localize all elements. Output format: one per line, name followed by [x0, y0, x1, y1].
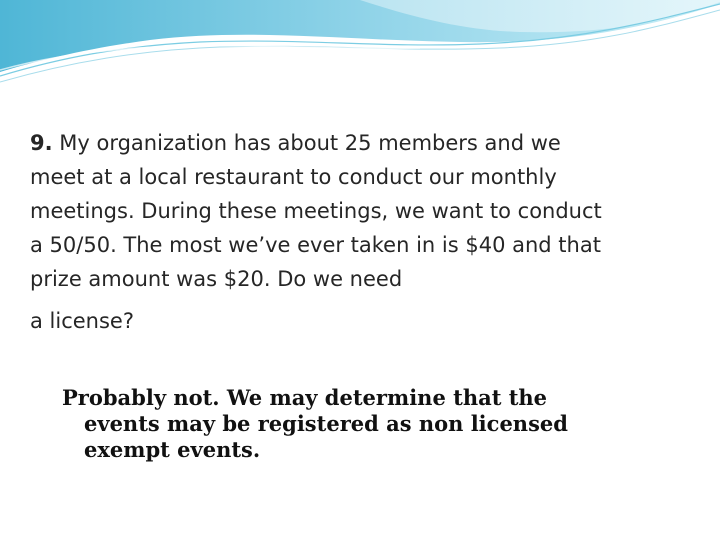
question-text [30, 126, 620, 338]
answer-text [62, 385, 622, 463]
question-last-line: a license? [30, 309, 134, 333]
answer-line-3: exempt events. [84, 437, 261, 462]
question-body: My organization has about 25 members and we meet at a local restaurant to conduct our monthly meetings. During these meetings, we want to conduct a 50/50. The most we’ve ever taken in is $40 and that prize amount was $20. Do we need [30, 131, 602, 291]
question-number: 9. [30, 131, 53, 155]
answer-line-2: events may be registered as non licensed [84, 411, 568, 436]
decorative-wave-header [0, 0, 720, 90]
answer-line-1: Probably not. We may determine that the [62, 385, 548, 410]
